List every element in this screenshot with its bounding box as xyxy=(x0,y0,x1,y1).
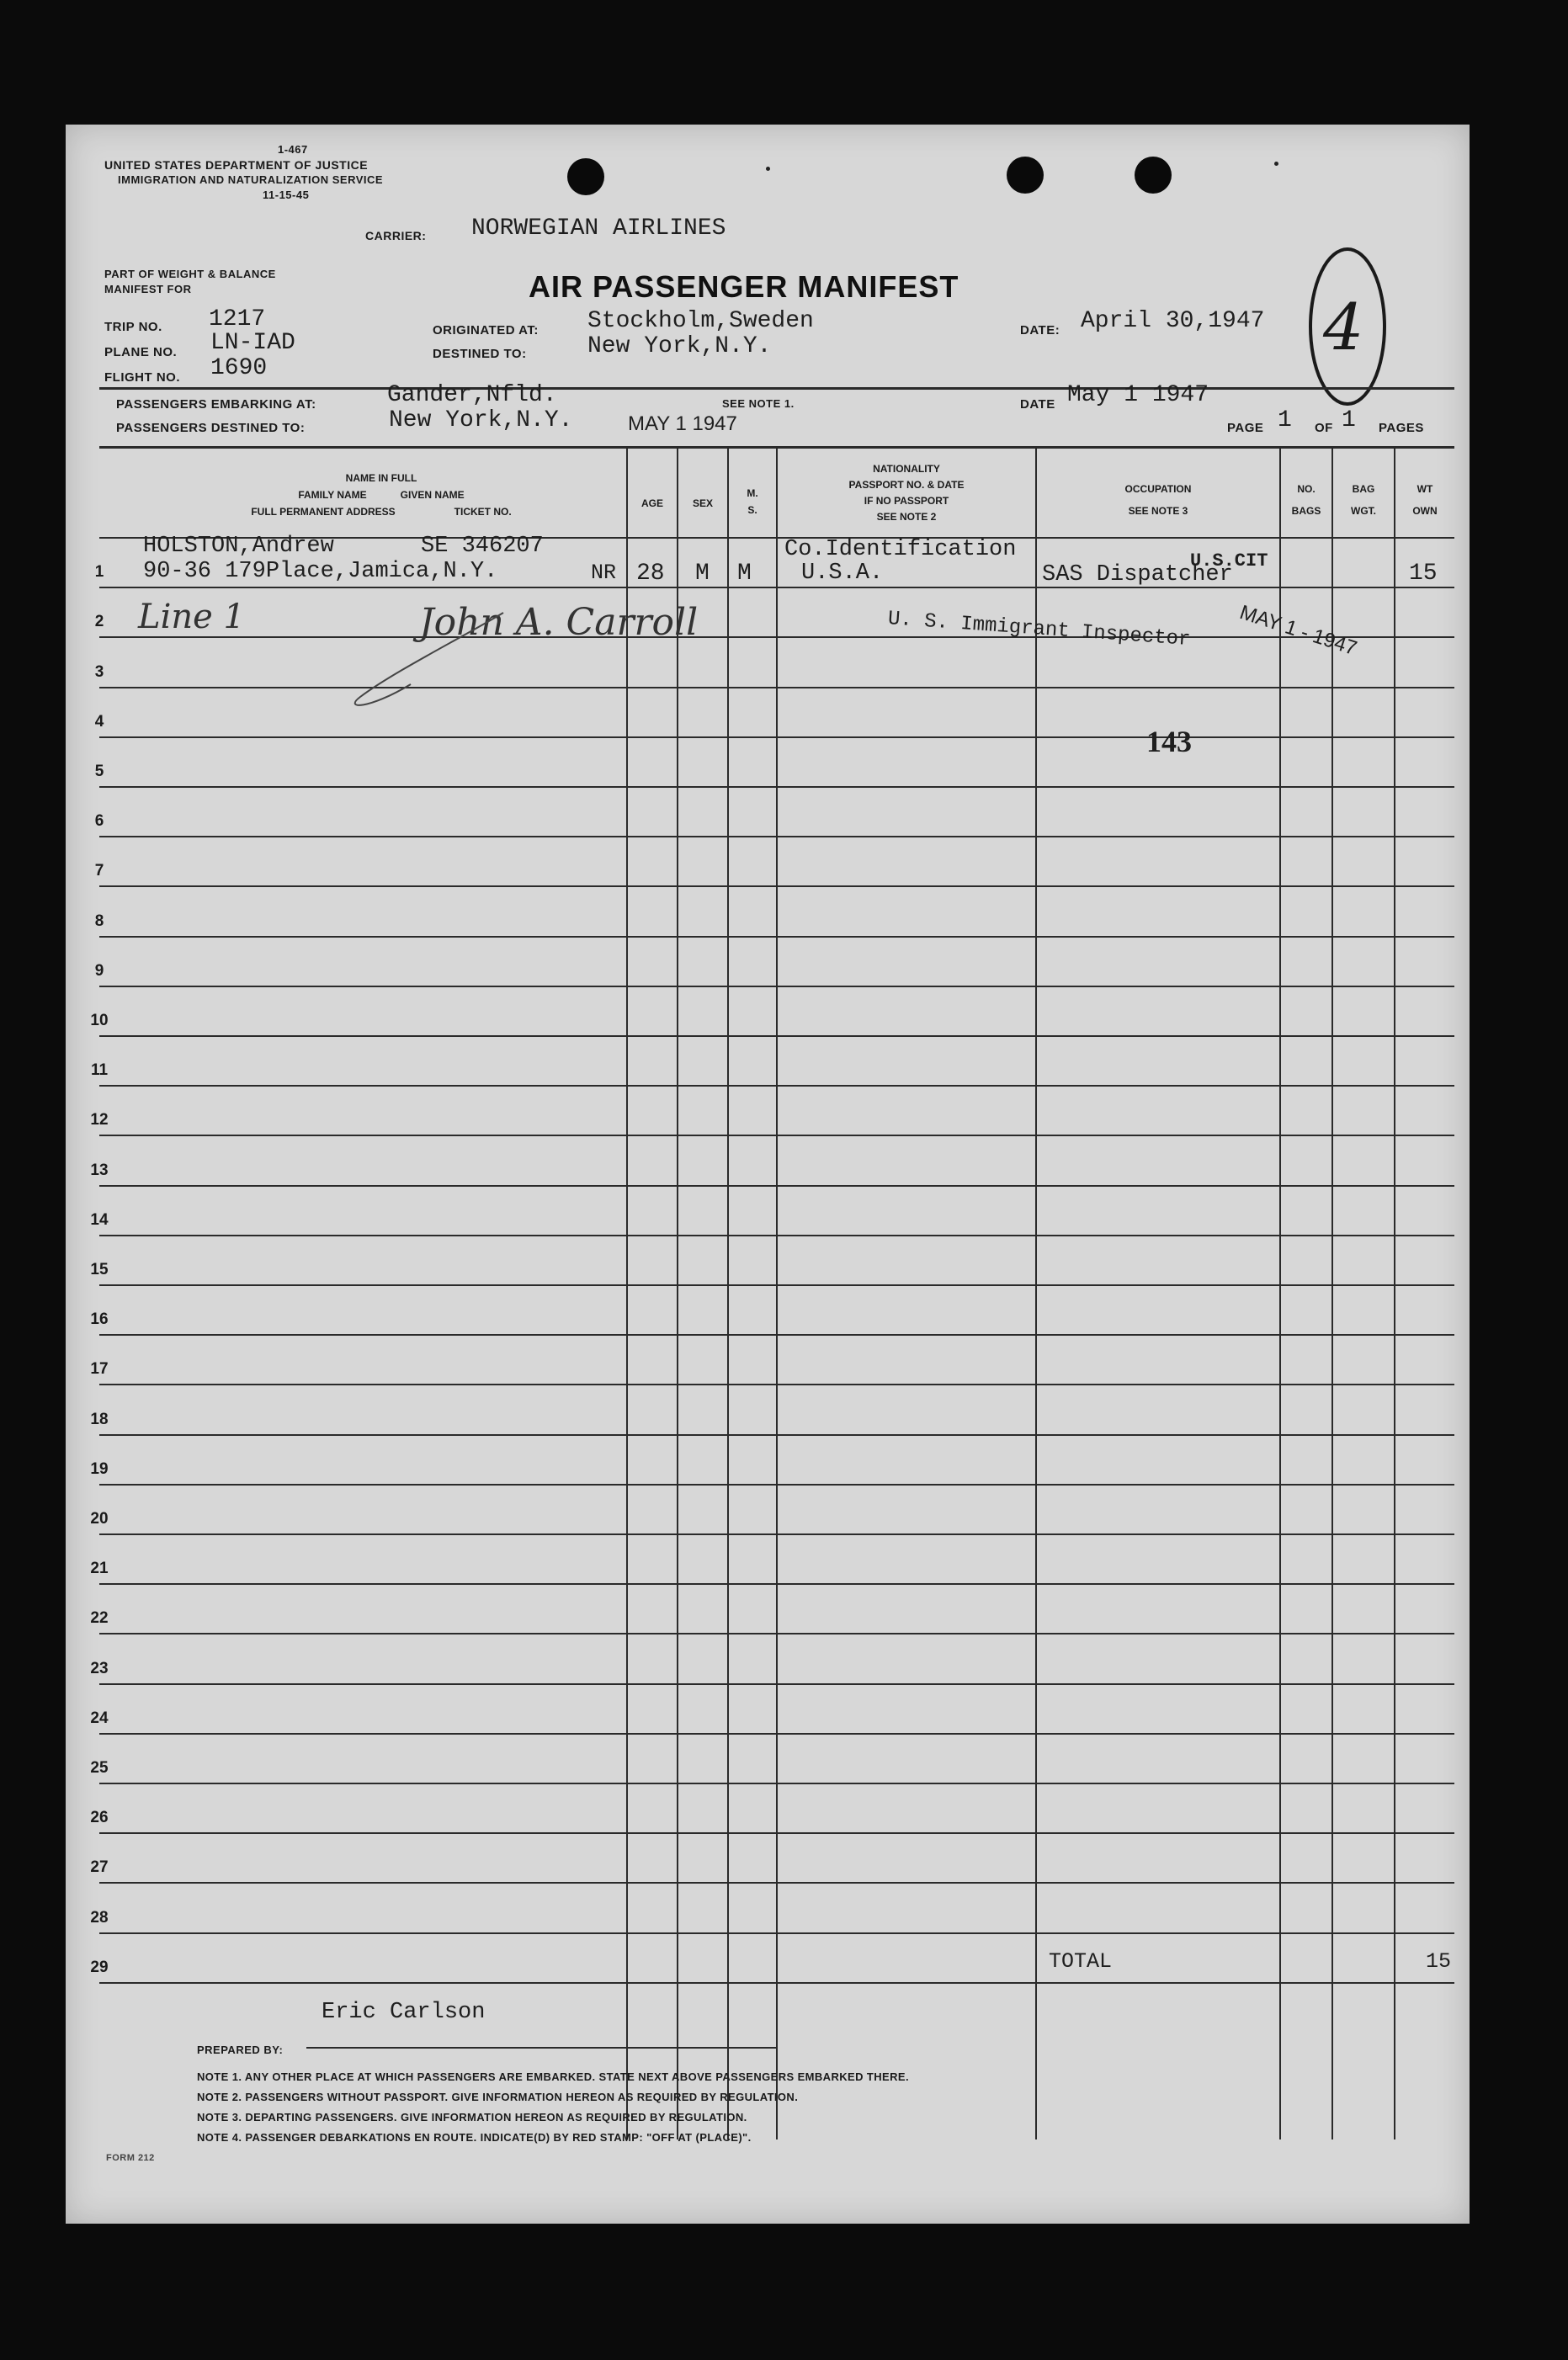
row-number: 4 xyxy=(94,712,104,731)
signature-flourish xyxy=(335,604,554,714)
row-rule xyxy=(99,936,1454,938)
date-label: DATE: xyxy=(1020,323,1060,338)
row-number: 25 xyxy=(90,1759,109,1777)
row-rule xyxy=(99,836,1454,837)
row-rule xyxy=(99,1783,1454,1784)
embarking-label: PASSENGERS EMBARKING AT: xyxy=(116,397,316,412)
manifest-for-label: MANIFEST FOR xyxy=(104,283,192,295)
inspector-signature: John A. Carroll xyxy=(419,601,699,644)
of-value: 1 xyxy=(1342,407,1356,433)
punch-hole xyxy=(1007,157,1044,194)
col-marital xyxy=(729,485,776,518)
row-rule xyxy=(99,1683,1454,1685)
row-number: 2 xyxy=(94,613,104,631)
row-number: 7 xyxy=(94,862,104,880)
form-date-code: 11-15-45 xyxy=(263,189,310,201)
row-number: 11 xyxy=(90,1061,109,1080)
row-number: 23 xyxy=(90,1659,109,1677)
col-bag-wgt-1: BAG xyxy=(1352,483,1375,495)
row-rule xyxy=(99,736,1454,738)
col-divider xyxy=(677,446,678,2139)
row-rule xyxy=(99,587,1454,588)
row-rule xyxy=(99,786,1454,788)
speck xyxy=(1274,162,1278,166)
col-address: FULL PERMANENT ADDRESS xyxy=(251,506,396,518)
passenger-sex: M xyxy=(695,561,710,587)
embark-date-stamp: MAY 1 1947 xyxy=(628,412,737,435)
row-number: 9 xyxy=(94,961,104,980)
punch-hole xyxy=(567,158,604,195)
col-nat-2: PASSPORT NO. & DATE xyxy=(848,479,965,491)
of-label: OF xyxy=(1315,421,1333,435)
row-rule xyxy=(99,1832,1454,1834)
col-divider xyxy=(626,446,628,2139)
date-value: April 30,1947 xyxy=(1081,308,1265,334)
see-note-label: SEE NOTE 1. xyxy=(722,397,795,410)
punch-hole xyxy=(1135,157,1172,194)
row-number: 19 xyxy=(90,1459,109,1478)
page-value: 1 xyxy=(1278,407,1292,433)
page-title: AIR PASSENGER MANIFEST xyxy=(529,269,959,304)
passenger-nationality-2: U.S.A. xyxy=(801,561,884,586)
row-number: 15 xyxy=(90,1261,109,1278)
col-occupation xyxy=(1037,478,1279,522)
carrier-value: NORWEGIAN AIRLINES xyxy=(471,215,726,242)
col-bags-no xyxy=(1281,478,1331,522)
row-number: 16 xyxy=(90,1310,109,1329)
col-address-ticket xyxy=(141,503,621,520)
department: UNITED STATES DEPARTMENT OF JUSTICE xyxy=(104,158,369,172)
originated-value: Stockholm,Sweden xyxy=(587,308,814,334)
passenger-nationality-1: Co.Identification xyxy=(784,537,1017,562)
col-age: AGE xyxy=(640,497,663,509)
form-footer: FORM 212 xyxy=(106,2153,155,2163)
row-number: 27 xyxy=(90,1858,109,1877)
col-divider xyxy=(1394,446,1395,2139)
row-number: 10 xyxy=(90,1012,109,1029)
passenger-name: HOLSTON,Andrew xyxy=(143,534,334,559)
col-occ-1: OCCUPATION xyxy=(1124,483,1192,495)
col-bags-no-2: BAGS xyxy=(1291,505,1321,517)
row-number: 18 xyxy=(90,1410,109,1428)
row-number: 6 xyxy=(94,812,104,831)
row-rule xyxy=(99,1982,1454,1984)
header-rule xyxy=(99,387,1454,390)
row-rule xyxy=(99,1035,1454,1037)
row-rule xyxy=(99,1583,1454,1585)
destined-value: New York,N.Y. xyxy=(587,333,772,359)
row-number: 12 xyxy=(90,1111,109,1130)
passenger-address: 90-36 179Place,Jamica,N.Y. xyxy=(143,559,498,584)
col-marital-s: S. xyxy=(747,504,757,516)
col-nat-1: NATIONALITY xyxy=(873,463,940,475)
row-number: 3 xyxy=(94,662,104,681)
row-rule xyxy=(99,1384,1454,1385)
row-rule xyxy=(99,1434,1454,1436)
col-nat-3: IF NO PASSPORT xyxy=(864,495,949,507)
row-number: 26 xyxy=(90,1809,109,1827)
row-rule xyxy=(99,1533,1454,1535)
col-sex: SEX xyxy=(692,497,713,509)
col-family: FAMILY NAME xyxy=(298,489,367,501)
row-number: 17 xyxy=(90,1360,109,1379)
stamped-number: 143 xyxy=(1146,725,1192,758)
total-label: TOTAL xyxy=(1049,1949,1113,1974)
row-rule xyxy=(99,1633,1454,1634)
col-marital-m: M. xyxy=(747,487,758,499)
passenger-occupation-stamp: U.S.CIT xyxy=(1190,550,1268,571)
prepared-by-line xyxy=(306,2047,778,2049)
row-rule xyxy=(99,1733,1454,1735)
col-wt-own-2: OWN xyxy=(1412,505,1438,517)
passenger-age: 28 xyxy=(636,561,665,587)
col-name-header xyxy=(141,470,621,520)
col-divider xyxy=(1035,446,1037,2139)
col-family-given xyxy=(141,486,621,503)
footnote: NOTE 4. PASSENGER DEBARKATIONS EN ROUTE. INDICATE(D) BY RED STAMP: "OFF AT (PLACE)". xyxy=(197,2131,752,2144)
col-wt-own xyxy=(1395,478,1454,522)
col-bags-no-1: NO. xyxy=(1297,483,1316,495)
passenger-marital: M xyxy=(737,561,752,587)
row-number: 14 xyxy=(90,1210,109,1229)
row-rule xyxy=(99,1185,1454,1187)
carrier-label: CARRIER: xyxy=(365,229,427,242)
handwritten-line-mark: Line 1 xyxy=(138,598,245,636)
col-divider xyxy=(1331,446,1333,2139)
row-rule xyxy=(99,1284,1454,1286)
col-divider xyxy=(776,446,778,2139)
flight-value: 1690 xyxy=(210,355,268,381)
col-divider xyxy=(1279,446,1281,2139)
row-rule xyxy=(99,1235,1454,1236)
row-rule xyxy=(99,986,1454,987)
row-number: 1 xyxy=(94,563,104,582)
row-number: 20 xyxy=(90,1510,109,1528)
row-number: 13 xyxy=(90,1161,109,1179)
row-rule xyxy=(99,1484,1454,1486)
destined-label: DESTINED TO: xyxy=(433,347,527,361)
row-rule xyxy=(99,885,1454,887)
col-nationality xyxy=(778,461,1035,525)
col-bag-wgt xyxy=(1333,478,1394,522)
row-number: 21 xyxy=(90,1560,109,1578)
footnote: NOTE 3. DEPARTING PASSENGERS. GIVE INFORMATION HEREON AS REQUIRED BY REGULATION. xyxy=(197,2111,747,2123)
date2-value: May 1 1947 xyxy=(1067,382,1209,408)
row-rule xyxy=(99,1135,1454,1136)
row-number: 28 xyxy=(90,1908,109,1927)
passenger-ticket: SE 346207 xyxy=(421,534,544,559)
pass-destined-label: PASSENGERS DESTINED TO: xyxy=(116,421,306,435)
plane-value: LN-IAD xyxy=(210,330,295,356)
row-rule xyxy=(99,636,1454,638)
pass-destined-value: New York,N.Y. xyxy=(389,407,573,433)
prepared-by-name: Eric Carlson xyxy=(322,2000,486,2025)
plane-label: PLANE NO. xyxy=(104,345,178,359)
row-number: 24 xyxy=(90,1709,109,1727)
total-weight: 15 xyxy=(1426,1949,1452,1974)
circled-number-text: 4 xyxy=(1323,290,1364,364)
col-name-title: NAME IN FULL xyxy=(345,472,417,484)
col-wt-own-1: WT xyxy=(1417,483,1433,495)
date2-label: DATE xyxy=(1020,397,1055,412)
col-occ-2: SEE NOTE 3 xyxy=(1128,505,1188,517)
originated-label: ORIGINATED AT: xyxy=(433,323,539,338)
prepared-by-label: PREPARED BY: xyxy=(197,2044,284,2056)
passenger-nr: NR xyxy=(591,561,617,585)
row-number: 5 xyxy=(94,763,104,780)
passenger-occupation: SAS Dispatcher xyxy=(1042,562,1233,587)
embarking-value: Gander,Nfld. xyxy=(387,382,557,408)
col-nat-4: SEE NOTE 2 xyxy=(876,511,937,523)
manifest-sheet xyxy=(66,125,1470,2224)
row-rule xyxy=(99,1085,1454,1087)
row-number: 29 xyxy=(90,1958,109,1976)
flight-label: FLIGHT NO. xyxy=(104,370,180,385)
footnote: NOTE 2. PASSENGERS WITHOUT PASSPORT. GIVE INFORMATION HEREON AS REQUIRED BY REGULATION. xyxy=(197,2091,799,2103)
speck xyxy=(766,167,770,171)
col-divider xyxy=(727,446,729,2139)
trip-value: 1217 xyxy=(209,306,266,332)
col-given: GIVEN NAME xyxy=(400,489,465,501)
row-rule xyxy=(99,1334,1454,1336)
passenger-weight: 15 xyxy=(1409,561,1438,587)
form-number: 1-467 xyxy=(278,143,308,156)
row-rule xyxy=(99,687,1454,688)
row-number: 8 xyxy=(94,912,104,930)
row-rule xyxy=(99,1932,1454,1934)
trip-label: TRIP NO. xyxy=(104,320,162,334)
pages-label: PAGES xyxy=(1379,421,1424,435)
page-label: PAGE xyxy=(1227,421,1264,435)
row-rule xyxy=(99,1882,1454,1884)
part-of-label: PART OF WEIGHT & BALANCE xyxy=(104,268,276,280)
inspector-stamp-date: MAY 1 - 1947 xyxy=(1236,601,1360,661)
service: IMMIGRATION AND NATURALIZATION SERVICE xyxy=(118,173,384,186)
row-number: 22 xyxy=(90,1609,109,1628)
inspector-stamp: U. S. Immigrant Inspector xyxy=(887,608,1192,652)
col-bag-wgt-2: WGT. xyxy=(1351,505,1376,517)
footnote: NOTE 1. ANY OTHER PLACE AT WHICH PASSENGERS ARE EMBARKED. STATE NEXT ABOVE PASSENGERS EMBARKED THERE. xyxy=(197,2070,909,2083)
col-ticket: TICKET NO. xyxy=(454,506,512,518)
